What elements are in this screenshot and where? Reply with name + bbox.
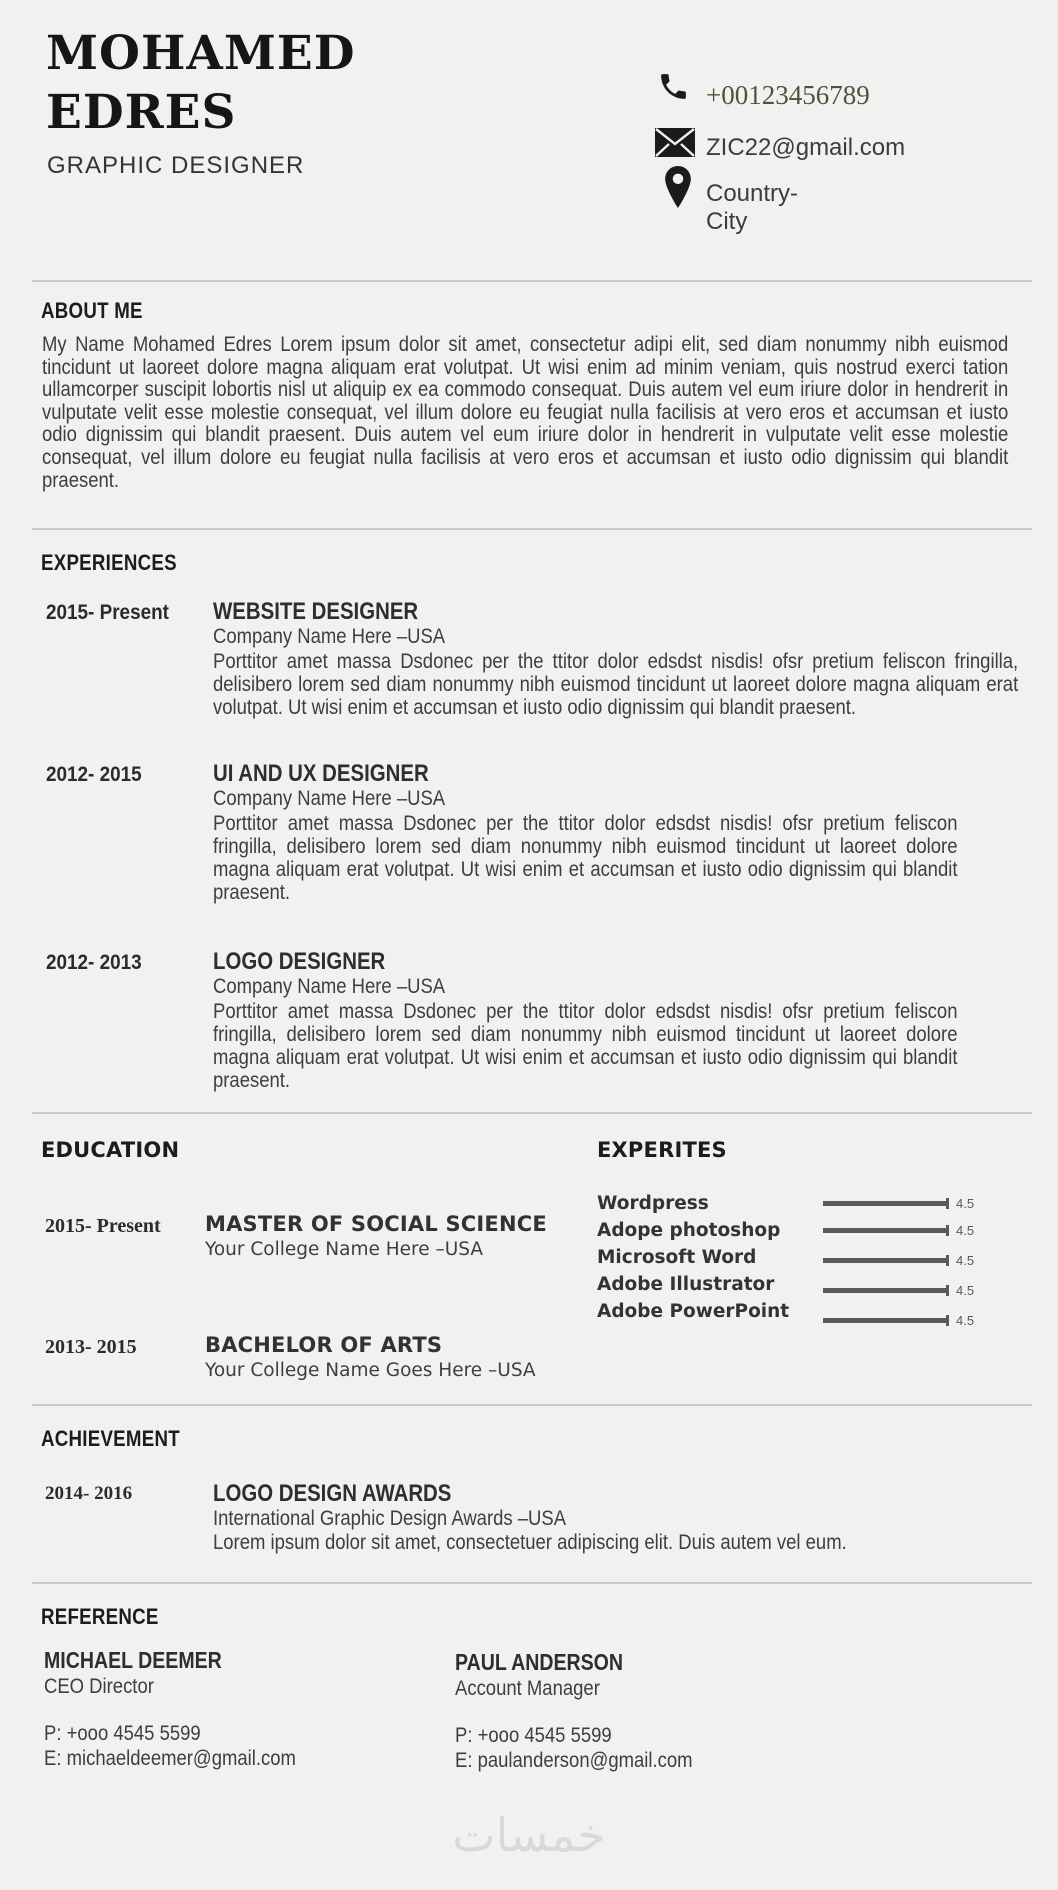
education-period: 2013- 2015: [45, 1336, 137, 1358]
skill-level-bar: [823, 1318, 947, 1323]
experience-company: Company Name Here –USA: [213, 787, 446, 810]
skill-score: 4.5: [956, 1313, 975, 1328]
reference-phone: P: +ooo 4545 5599: [455, 1724, 612, 1747]
experience-period: 2015- Present: [46, 601, 169, 624]
achievement-period: 2014- 2016: [45, 1483, 133, 1504]
reference-heading: REFERENCE: [41, 1604, 159, 1629]
skill-level-bar: [823, 1258, 947, 1263]
education-degree: BACHELOR OF ARTS: [205, 1333, 443, 1357]
reference-email: E: michaeldeemer@gmail.com: [44, 1747, 296, 1770]
experience-company: Company Name Here –USA: [213, 625, 446, 648]
location-pin-icon: [664, 166, 692, 213]
experience-period: 2012- 2013: [46, 951, 142, 974]
achievement-title: LOGO DESIGN AWARDS: [213, 1480, 452, 1507]
experiences-heading: EXPERIENCES: [41, 550, 177, 575]
skill-score: 4.5: [956, 1283, 975, 1298]
about-text: My Name Mohamed Edres Lorem ipsum dolor sit amet, consectetur adipi elit, sed diam nonummy nibh euismod tincidunt ut laoreet dolore magna aliquam erat volutpat. Ut wisi enim ad minim veniam, quis nostrud exerci tation ullamcorper suscipit lobortis nisl ut aliquip ex ea commodo consequat. Duis autem vel eum iriure dolor in hendrerit in vulputate velit esse molestie consequat, vel illum dolore eu feugiat nulla facilisis at vero eros et accumsan et iusto odio dignissim qui blandit praesent. Duis autem vel eum iriure dolor in hendrerit in vulputate velit esse molestie consequat, vel illum dolore eu feugiat nulla facilisis at vero eros et accumsan et iusto odio dignissim qui blandit praesent.: [42, 333, 1009, 492]
phone-icon: [657, 70, 690, 108]
education-heading: EDUCATION: [41, 1138, 180, 1162]
skill-score: 4.5: [956, 1223, 975, 1238]
education-degree: MASTER OF SOCIAL SCIENCE: [205, 1212, 547, 1236]
khamsat-watermark-logo: خمسات: [452, 1808, 606, 1862]
experience-period: 2012- 2015: [46, 763, 142, 786]
experience-company: Company Name Here –USA: [213, 975, 446, 998]
skill-name: Wordpress: [597, 1193, 709, 1214]
person-name: [46, 24, 355, 142]
skill-level-bar: [823, 1201, 947, 1206]
person-name-line2: EDRES: [46, 85, 237, 140]
reference-phone: P: +ooo 4545 5599: [44, 1722, 201, 1745]
reference-name: MICHAEL DEEMER: [44, 1647, 222, 1673]
experience-description: Porttitor amet massa Dsdonec per the ttitor dolor edsdst nisdis! ofsr pretium feliscon fringilla, delisibero lorem sed diam nonummy nibh euismod tincidunt ut laoreet dolore magna aliquam erat volutpat. Ut wisi enim et accumsan et iusto odio dignissim qui blandit praesent.: [213, 1000, 958, 1092]
experience-description: Porttitor amet massa Dsdonec per the ttitor dolor edsdst nisdis! ofsr pretium feliscon fringilla, delisibero lorem sed diam nonummy nibh euismod tincidunt ut laoreet dolore magna aliquam erat volutpat. Ut wisi enim et accumsan et iusto odio dignissim qui blandit praesent.: [213, 812, 958, 904]
skills-heading: EXPERITES: [597, 1138, 727, 1162]
skill-name: Adope photoshop: [597, 1220, 781, 1241]
email-address: ZIC22@gmail.com: [706, 134, 906, 161]
skill-score: 4.5: [956, 1196, 975, 1211]
skill-name: Adobe Illustrator: [597, 1274, 775, 1295]
skill-score: 4.5: [956, 1253, 975, 1268]
skill-level-bar: [823, 1228, 947, 1233]
education-school: Your College Name Here –USA: [205, 1239, 484, 1260]
experience-title: WEBSITE DESIGNER: [213, 598, 419, 625]
section-divider: [32, 280, 1032, 282]
section-divider: [32, 1404, 1032, 1406]
achievement-organization: International Graphic Design Awards –USA: [213, 1507, 567, 1530]
achievement-description: Lorem ipsum dolor sit amet, consectetuer adipiscing elit. Duis autem vel eum.: [213, 1531, 847, 1554]
section-divider: [32, 528, 1032, 530]
location-text: Country- City: [706, 180, 799, 235]
reference-item: [44, 1646, 464, 1771]
skill-name: Microsoft Word: [597, 1247, 757, 1268]
reference-email: E: paulanderson@gmail.com: [455, 1749, 693, 1772]
education-period: 2015- Present: [45, 1215, 161, 1237]
experience-title: LOGO DESIGNER: [213, 948, 386, 975]
reference-item: [455, 1648, 875, 1773]
experience-title: UI AND UX DESIGNER: [213, 760, 429, 787]
experience-description: Porttitor amet massa Dsdonec per the ttitor dolor edsdst nisdis! ofsr pretium feliscon fringilla, delisibero lorem sed diam nonummy nibh euismod tincidunt ut laoreet dolore magna aliquam erat volutpat. Ut wisi enim et accumsan et iusto odio dignissim qui blandit praesent.: [213, 650, 1019, 719]
skill-name: Adobe PowerPoint: [597, 1301, 790, 1322]
about-heading: ABOUT ME: [41, 298, 143, 323]
achievement-heading: ACHIEVEMENT: [41, 1426, 180, 1451]
section-divider: [32, 1112, 1032, 1114]
person-name-line1: MOHAMED: [46, 26, 356, 81]
reference-role: CEO Director: [44, 1675, 154, 1698]
phone-number: +00123456789: [706, 80, 870, 110]
section-divider: [32, 1582, 1032, 1584]
skill-level-bar: [823, 1288, 947, 1293]
education-school: Your College Name Goes Here –USA: [205, 1360, 536, 1381]
job-title: GRAPHIC DESIGNER: [47, 152, 305, 179]
email-icon: [655, 128, 695, 162]
reference-name: PAUL ANDERSON: [455, 1649, 624, 1675]
reference-role: Account Manager: [455, 1677, 600, 1700]
